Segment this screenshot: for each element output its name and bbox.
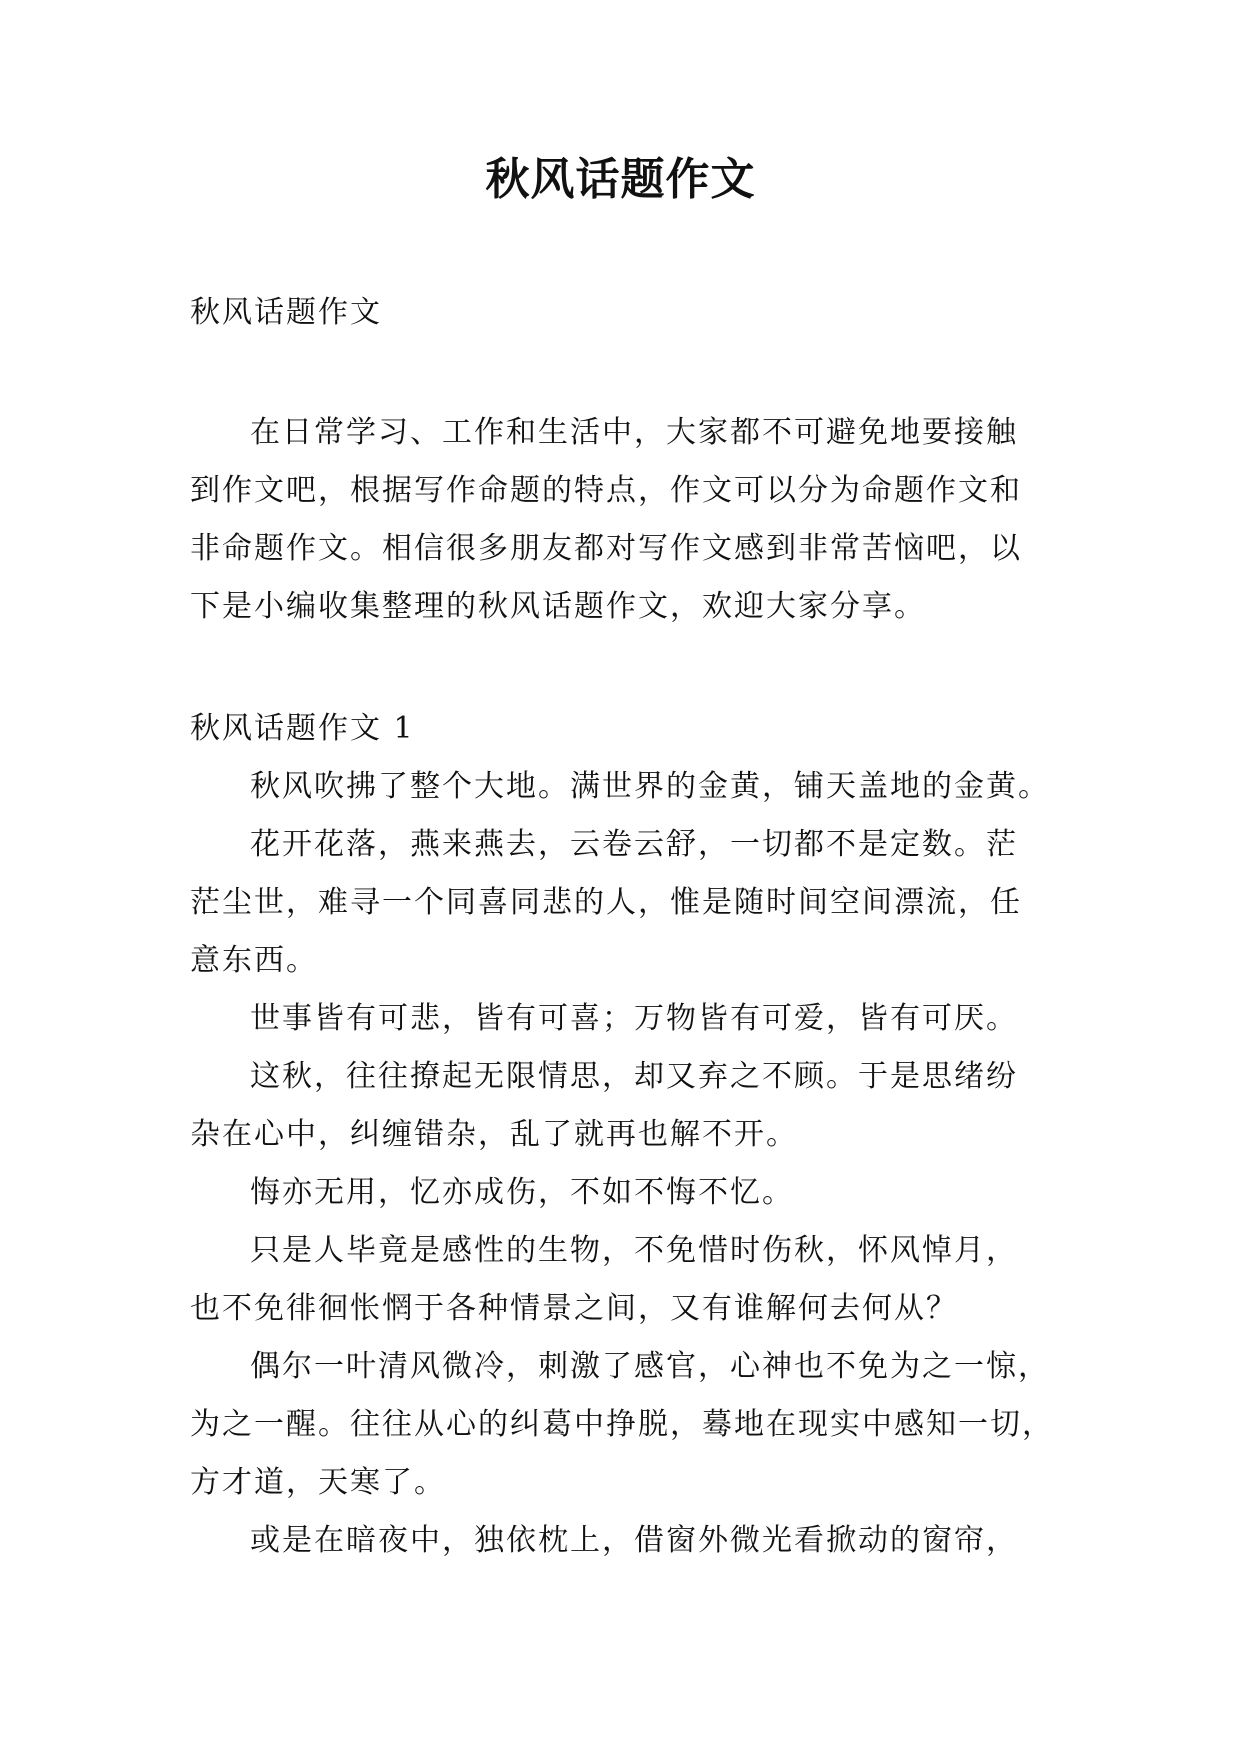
paragraph-line: 花开花落，燕来燕去，云卷云舒，一切都不是定数。茫 — [250, 827, 1018, 862]
document-title: 秋风话题作文 — [485, 154, 756, 205]
paragraph-line: 茫尘世，难寻一个同喜同悲的人，惟是随时间空间漂流，任 — [190, 885, 1022, 920]
paragraph-line: 方才道，天寒了。 — [190, 1465, 446, 1500]
paragraph-line: 悔亦无用，忆亦成伤，不如不悔不忆。 — [250, 1175, 794, 1210]
section-heading: 秋风话题作文 1 — [190, 711, 415, 746]
intro-paragraph — [190, 404, 1050, 636]
spacer — [190, 342, 1050, 404]
intro-line: 非命题作文。相信很多朋友都对写作文感到非常苦恼吧，以 — [190, 531, 1022, 566]
paragraph-line: 秋风吹拂了整个大地。满世界的金黄，铺天盖地的金黄。 — [250, 769, 1050, 804]
section-paragraph — [190, 758, 1050, 816]
paragraph-line: 只是人毕竟是感性的生物，不免惜时伤秋，怀风悼月， — [250, 1233, 1018, 1268]
section-paragraph — [190, 1512, 1050, 1570]
paragraph-line: 为之一醒。往往从心的纠葛中挣脱，蓦地在现实中感知一切， — [190, 1407, 1054, 1442]
intro-line: 下是小编收集整理的秋风话题作文，欢迎大家分享。 — [190, 589, 926, 624]
paragraph-line: 世事皆有可悲，皆有可喜；万物皆有可爱，皆有可厌。 — [250, 1001, 1018, 1036]
paragraph-line: 也不免徘徊怅惘于各种情景之间，又有谁解何去何从？ — [190, 1291, 958, 1326]
document-body — [190, 284, 1054, 1570]
section-paragraph — [190, 1164, 1050, 1222]
intro-line: 在日常学习、工作和生活中，大家都不可避免地要接触 — [250, 415, 1018, 450]
section-paragraph — [190, 816, 1050, 990]
document-subtitle: 秋风话题作文 — [190, 295, 382, 330]
section-paragraph — [190, 1338, 1054, 1512]
section-paragraph — [190, 1048, 1050, 1164]
paragraph-line: 偶尔一叶清风微冷，刺激了感官，心神也不免为之一惊， — [250, 1349, 1050, 1384]
section-paragraph — [190, 990, 1050, 1048]
paragraph-line: 或是在暗夜中，独依枕上，借窗外微光看掀动的窗帘， — [250, 1523, 1018, 1558]
spacer — [190, 636, 1050, 700]
intro-line: 到作文吧，根据写作命题的特点，作文可以分为命题作文和 — [190, 473, 1022, 508]
paragraph-line: 杂在心中，纠缠错杂，乱了就再也解不开。 — [190, 1117, 798, 1152]
section-paragraph — [190, 1222, 1050, 1338]
paragraph-line: 意东西。 — [190, 943, 318, 978]
paragraph-line: 这秋，往往撩起无限情思，却又弃之不顾。于是思绪纷 — [250, 1059, 1018, 1094]
